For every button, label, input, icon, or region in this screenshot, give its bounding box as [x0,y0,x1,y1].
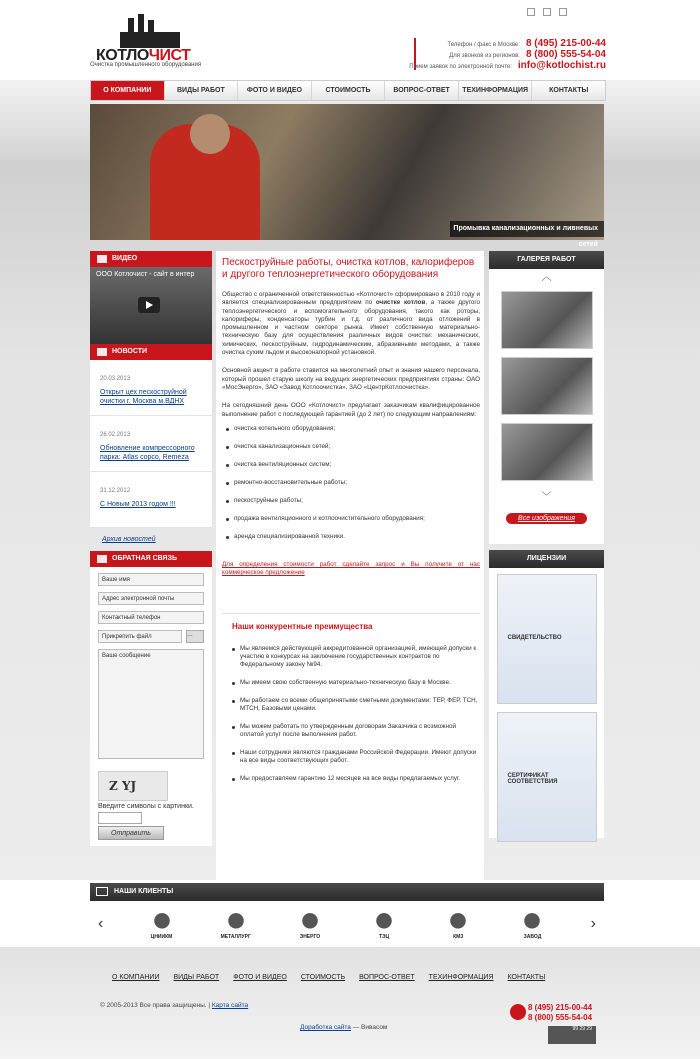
client-logo[interactable]: ЭНЕРГО [294,908,326,940]
developer-link[interactable]: Доработка сайта [300,1024,351,1031]
clients-carousel [90,902,604,946]
news-item [90,416,212,472]
sitemap-link[interactable]: Карта сайта [211,1002,249,1009]
phone-regions[interactable]: 8 (800) 555-54-04 [525,49,606,60]
play-icon[interactable] [138,297,160,313]
news-header: НОВОСТИ [90,344,212,360]
list-item: Наши сотрудники являются гражданами Российской Федерации. Имеют допуски на все виды соответствующих работ. [228,749,480,765]
advantages-title: Наши конкурентные преимущества [232,621,373,631]
sitemap-icon[interactable] [559,8,567,16]
footer-link[interactable]: СТОИМОСТЬ [300,974,346,981]
logo[interactable] [90,14,210,70]
list-item: Мы имеем свою собственную материально-техническую базу в Москве. [228,679,480,687]
footer-link[interactable]: О КОМПАНИИ [112,974,160,981]
left-sidebar [90,251,212,846]
request-link[interactable]: Для определения стоимости работ сделайте запрос и Вы получите от нас коммерческое предложение [222,560,480,576]
nav-about[interactable]: О КОМПАНИИ [91,81,164,100]
client-logo[interactable]: КМЗ [442,908,474,940]
captcha-input[interactable] [98,812,142,824]
list-item: ремонтно-восстановительные работы; [222,479,480,487]
gallery-header: ГАЛЕРЕЯ РАБОТ [489,251,604,269]
chevron-up-icon[interactable]: ︿ [541,272,552,283]
submit-button[interactable]: Отправить [98,826,164,840]
header-contacts [409,38,606,71]
name-input[interactable]: Ваше имя [98,573,204,586]
feedback-header: ОБРАТНАЯ СВЯЗЬ [90,551,212,567]
nav-services[interactable]: ВИДЫ РАБОТ [164,81,238,100]
message-textarea[interactable]: Ваше сообщение [98,649,204,759]
regions-label: Для звонков из регионов: [449,53,520,59]
client-logo[interactable]: ТЭЦ [368,908,400,940]
list-item: Мы можем работать по утвержденным договорам Заказчика с возможной оплатой услуг после выполнения работ. [228,723,480,739]
clients-header: НАШИ КЛИЕНТЫ [90,883,604,901]
gallery-image[interactable] [501,357,593,415]
list-item: очистка вентиляционных систем; [222,461,480,469]
phone-input[interactable]: Контактный телефон [98,611,204,624]
hero-banner[interactable] [90,104,604,248]
client-logo[interactable]: ЗАВОД [516,908,548,940]
news-date: 26.02.2013 [100,432,131,438]
certificate-doc[interactable]: СЕРТИФИКАТ СООТВЕТСТВИЯ [497,712,597,842]
news-date: 31.12.2012 [100,488,131,494]
gallery [489,269,604,544]
news-list [90,360,212,528]
banner-worker-head [190,114,230,154]
footer-nav [112,974,545,981]
footer-link[interactable]: ВОПРОС-ОТВЕТ [359,974,415,981]
briefcase-icon [96,887,108,896]
news-item [90,472,212,528]
logo-name: КОТЛОЧИСТ [96,47,191,64]
nav-contacts[interactable]: КОНТАКТЫ [531,81,605,100]
gallery-image[interactable] [501,423,593,481]
list-item: очистка канализационных сетей; [222,443,480,451]
client-logo[interactable]: МЕТАЛЛУРГ [220,908,252,940]
news-link[interactable]: Обновление компрессорного парка: Atlas copco, Remeza [100,445,195,461]
email-label: Прием заявок по электронной почте: [409,64,512,70]
pencil-icon [97,555,107,563]
footer-link[interactable]: ФОТО И ВИДЕО [233,974,287,981]
nav-faq[interactable]: ВОПРОС-ОТВЕТ [384,81,458,100]
list-item: Мы предоставляем гарантию 12 месяцев на все виды предлагаемых услуг. [228,775,480,783]
licenses-header: ЛИЦЕНЗИИ [489,550,604,568]
file-input[interactable]: Прикрепить файл [98,630,182,643]
list-item: продажа вентиляционного и котлоочистительного оборудования; [222,515,480,523]
feedback-form [90,567,212,846]
captcha-label: Введите символы с картинки. [98,803,194,810]
footer-link[interactable]: КОНТАКТЫ [507,974,546,981]
phone-moscow[interactable]: 8 (495) 215-00-44 [525,38,606,49]
phone-label: Телефон / факс в Москве: [447,42,520,48]
nav-techinfo[interactable]: ТЕХИНФОРМАЦИЯ [458,81,532,100]
list-item: Мы являемся действующей аккредитованной организацией, имеющей допуски к участию в конкурсах на заключение государственных контрактов по Федеральному закону №94. [228,645,480,669]
video-title: ООО Котлочист - сайт в интер [96,271,195,278]
logo-tagline: Очистка промышленного оборудования [90,62,202,68]
client-logo[interactable]: ЦНИИКМ [146,908,178,940]
advantages-list [222,645,480,783]
footer-link[interactable]: ТЕХИНФОРМАЦИЯ [428,974,494,981]
intro-paragraph: Общество с ограниченной ответственностью «Котлочист» сформировано в 2010 году и является специализированным предприятием по очистке котлов, а также другого теплоэнергетического и вспомогательного оборудования, такого как роторы, калориферы, конденсаторы турбин и т.д. от различного вида отложений в промышленном и частном секторе рынка. Имеет собственную материально-техническую базу для осуществления различных видов очистки: механических, химических, пескоструйным, гидродинамическим, абразивными методами, а также очистка сухим льдом и высоконапорной установкой. [222,291,480,357]
email-input[interactable]: Адрес электронной почты [98,592,204,605]
services-list [222,425,480,541]
experience-paragraph: Основной акцент в работе ставится на многолетний опыт и знания нашего персонала, который прошел старую школу на ведущих энергетических предприятиях страны: ОАО «МосЭнерго», ЗАО «Завод Котлоочистка», ЗАО «ЦентрКотлоочистка». [222,367,480,391]
list-item: аренда специализированной техники. [222,533,480,541]
browse-button[interactable]: ... [186,630,204,643]
main-nav [90,80,606,101]
all-images-button[interactable]: Все изображения [506,513,587,524]
news-date: 20.03.2013 [100,376,131,382]
list-item: очистка котельного оборудования; [222,425,480,433]
chevron-down-icon[interactable]: ﹀ [541,492,552,503]
news-link[interactable]: Открыт цех пескоструйной очистки г. Москва м.ВДНХ [100,389,187,405]
copyright: © 2005-2013 Все права защищены. | Карта сайта [100,1002,249,1009]
gallery-image[interactable] [501,291,593,349]
news-link[interactable]: С Новым 2013 годом !!! [100,501,176,508]
footer-link[interactable]: ВИДЫ РАБОТ [173,974,220,981]
nav-photo-video[interactable]: ФОТО И ВИДЕО [237,81,311,100]
top-icons [527,8,567,16]
video-header: ВИДЕО [90,251,212,267]
video-player[interactable] [90,267,212,344]
chevron-right-icon[interactable]: › [590,915,596,932]
phone-icon [510,1004,526,1020]
license-doc[interactable]: СВИДЕТЕЛЬСТВО [497,574,597,704]
footer-phones: 8 (495) 215-00-44 8 (800) 555-54-04 [528,1003,593,1022]
offer-paragraph: На сегодняшний день ООО «Котлочист» предлагает заказчикам квалифицированное выполнение работ с последующей гарантией (до 2 лет) по следующим направлениям: [222,402,480,418]
factory-logo-icon [120,14,180,48]
news-item [90,360,212,416]
nav-prices[interactable]: СТОИМОСТЬ [311,81,385,100]
captcha-image: Z YJ [98,771,168,801]
visit-counter[interactable]: 99 29 29 [548,1026,596,1044]
chevron-left-icon[interactable]: ‹ [98,915,104,932]
main-content [216,251,484,881]
licenses [489,568,604,838]
advantages-section [222,613,480,783]
email-link[interactable]: info@kotlochist.ru [517,60,606,71]
mail-icon[interactable] [543,8,551,16]
home-icon[interactable] [527,8,535,16]
banner-caption: Промывка канализационных и ливневых сетей [450,221,604,237]
right-sidebar [489,251,604,838]
chat-icon [97,348,107,356]
list-item: Мы работаем со всеми общепринятыми сметными документами: ТЕР, ФЕР, ТСН, МТСН, Базовыми ценами. [228,697,480,713]
list-item: пескоструйные работы; [222,497,480,505]
file-row [98,630,204,643]
page-title: Пескоструйные работы, очистка котлов, калориферов и другого теплоэнергетического оборудования [222,257,475,280]
developer-credit: Доработка сайта — Вивасом [300,1024,388,1031]
news-archive-link[interactable]: Архив новостей [102,536,156,543]
camera-icon [97,255,107,263]
